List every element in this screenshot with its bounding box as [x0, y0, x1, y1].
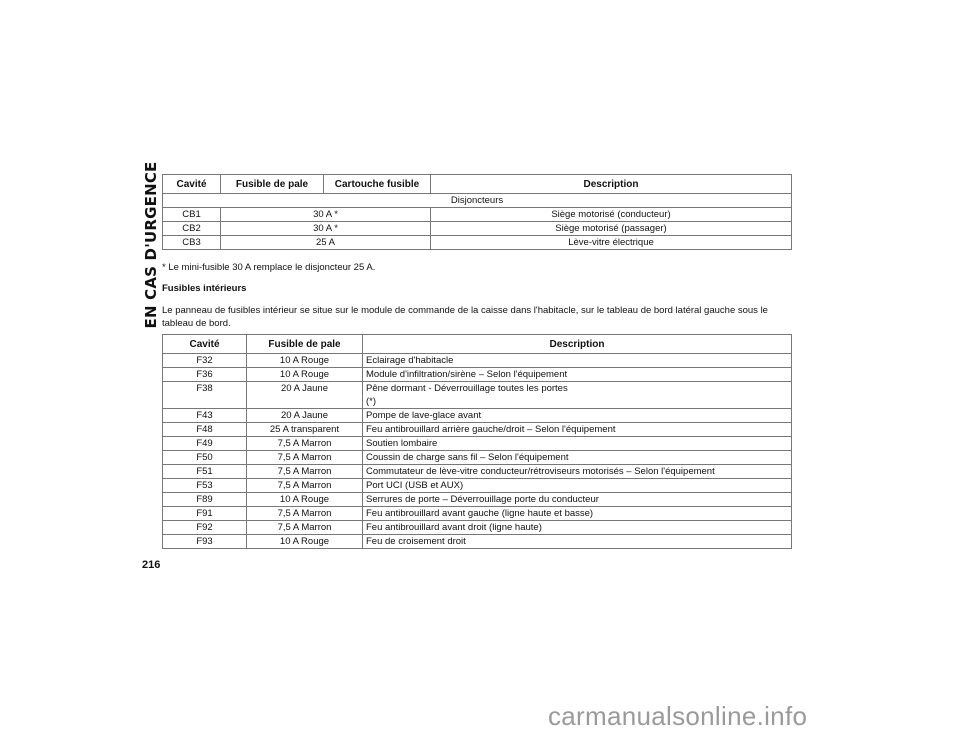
section-side-tab: [139, 162, 163, 327]
fuse-cell: 7,5 A Marron: [247, 451, 363, 465]
fuse-cell: 7,5 A Marron: [247, 437, 363, 451]
table-row: [163, 368, 792, 382]
cavity-cell: F51: [163, 465, 247, 479]
cavity-cell: F49: [163, 437, 247, 451]
table-row: [163, 354, 792, 368]
cavity-cell: F43: [163, 409, 247, 423]
breakers-table: [162, 174, 792, 250]
column-header: Cavité: [163, 175, 221, 194]
description-cell: Module d'infiltration/sirène – Selon l'équipement: [363, 368, 792, 382]
table-row: [163, 236, 792, 250]
fuse-cell: 20 A Jaune: [247, 382, 363, 409]
fuse-cell: 20 A Jaune: [247, 409, 363, 423]
page-number: 216: [142, 559, 161, 571]
description-cell: Coussin de charge sans fil – Selon l'équipement: [363, 451, 792, 465]
fuse-cell: 7,5 A Marron: [247, 521, 363, 535]
table-row: [163, 423, 792, 437]
table-row: [163, 222, 792, 236]
cavity-cell: CB2: [163, 222, 221, 236]
table-row: [163, 437, 792, 451]
fuse-cell: 7,5 A Marron: [247, 465, 363, 479]
fuse-cell: 25 A transparent: [247, 423, 363, 437]
column-header: Fusible de pale: [247, 335, 363, 354]
cavity-cell: F36: [163, 368, 247, 382]
cavity-cell: CB1: [163, 208, 221, 222]
section-label: Disjoncteurs: [163, 194, 792, 208]
watermark: carmanualsonline.info: [548, 701, 808, 731]
description-cell: Eclairage d'habitacle: [363, 354, 792, 368]
description-cell: Feu de croisement droit: [363, 535, 792, 549]
description-cell: Siège motorisé (conducteur): [431, 208, 792, 222]
column-header: Fusible de pale: [221, 175, 324, 194]
cavity-cell: F38: [163, 382, 247, 409]
table-row: [163, 465, 792, 479]
description-cell: Pompe de lave-glace avant: [363, 409, 792, 423]
table-row: [163, 521, 792, 535]
rating-cell: 30 A *: [221, 222, 431, 236]
cavity-cell: F89: [163, 493, 247, 507]
description-cell: Commutateur de lève-vitre conducteur/rétroviseurs motorisés – Selon l'équipement: [363, 465, 792, 479]
description-cell: Pêne dormant - Déverrouillage toutes les portes (*): [363, 382, 792, 409]
table-row: [163, 507, 792, 521]
description-cell: Siège motorisé (passager): [431, 222, 792, 236]
body-paragraph: Le panneau de fusibles intérieur se situe sur le module de commande de la caisse dans l'habitacle, sur le tableau de bord latéral gauche sous le tableau de bord.: [162, 305, 768, 329]
fuse-cell: 10 A Rouge: [247, 354, 363, 368]
table-row: [163, 535, 792, 549]
cavity-cell: CB3: [163, 236, 221, 250]
description-cell: Lève-vitre électrique: [431, 236, 792, 250]
column-header: Cavité: [163, 335, 247, 354]
table-row: [163, 479, 792, 493]
fuse-cell: 10 A Rouge: [247, 535, 363, 549]
column-header: Description: [363, 335, 792, 354]
table-header-row: [163, 175, 792, 194]
column-header: Cartouche fusible: [324, 175, 431, 194]
section-title: EN CAS D'URGENCE: [142, 160, 160, 329]
cavity-cell: F50: [163, 451, 247, 465]
table-row: [163, 409, 792, 423]
cavity-cell: F93: [163, 535, 247, 549]
cavity-cell: F91: [163, 507, 247, 521]
rating-cell: 30 A *: [221, 208, 431, 222]
cavity-cell: F92: [163, 521, 247, 535]
table-row: [163, 208, 792, 222]
interior-fuses-table: [162, 334, 792, 549]
section-row: [163, 194, 792, 208]
table-header-row: [163, 335, 792, 354]
cavity-cell: F48: [163, 423, 247, 437]
section-heading: Fusibles intérieurs: [162, 283, 247, 294]
table-row: [163, 382, 792, 409]
description-cell: Soutien lombaire: [363, 437, 792, 451]
fuse-cell: 7,5 A Marron: [247, 507, 363, 521]
cavity-cell: F53: [163, 479, 247, 493]
column-header: Description: [431, 175, 792, 194]
description-cell: Feu antibrouillard avant gauche (ligne haute et basse): [363, 507, 792, 521]
fuse-cell: 10 A Rouge: [247, 368, 363, 382]
description-cell: Feu antibrouillard arrière gauche/droit – Selon l'équipement: [363, 423, 792, 437]
description-cell: Port UCI (USB et AUX): [363, 479, 792, 493]
fuse-cell: 10 A Rouge: [247, 493, 363, 507]
footnote: * Le mini-fusible 30 A remplace le disjoncteur 25 A.: [162, 262, 376, 273]
table-row: [163, 451, 792, 465]
description-cell: Serrures de porte – Déverrouillage porte du conducteur: [363, 493, 792, 507]
fuse-cell: 7,5 A Marron: [247, 479, 363, 493]
cavity-cell: F32: [163, 354, 247, 368]
rating-cell: 25 A: [221, 236, 431, 250]
description-cell: Feu antibrouillard avant droit (ligne haute): [363, 521, 792, 535]
table-row: [163, 493, 792, 507]
